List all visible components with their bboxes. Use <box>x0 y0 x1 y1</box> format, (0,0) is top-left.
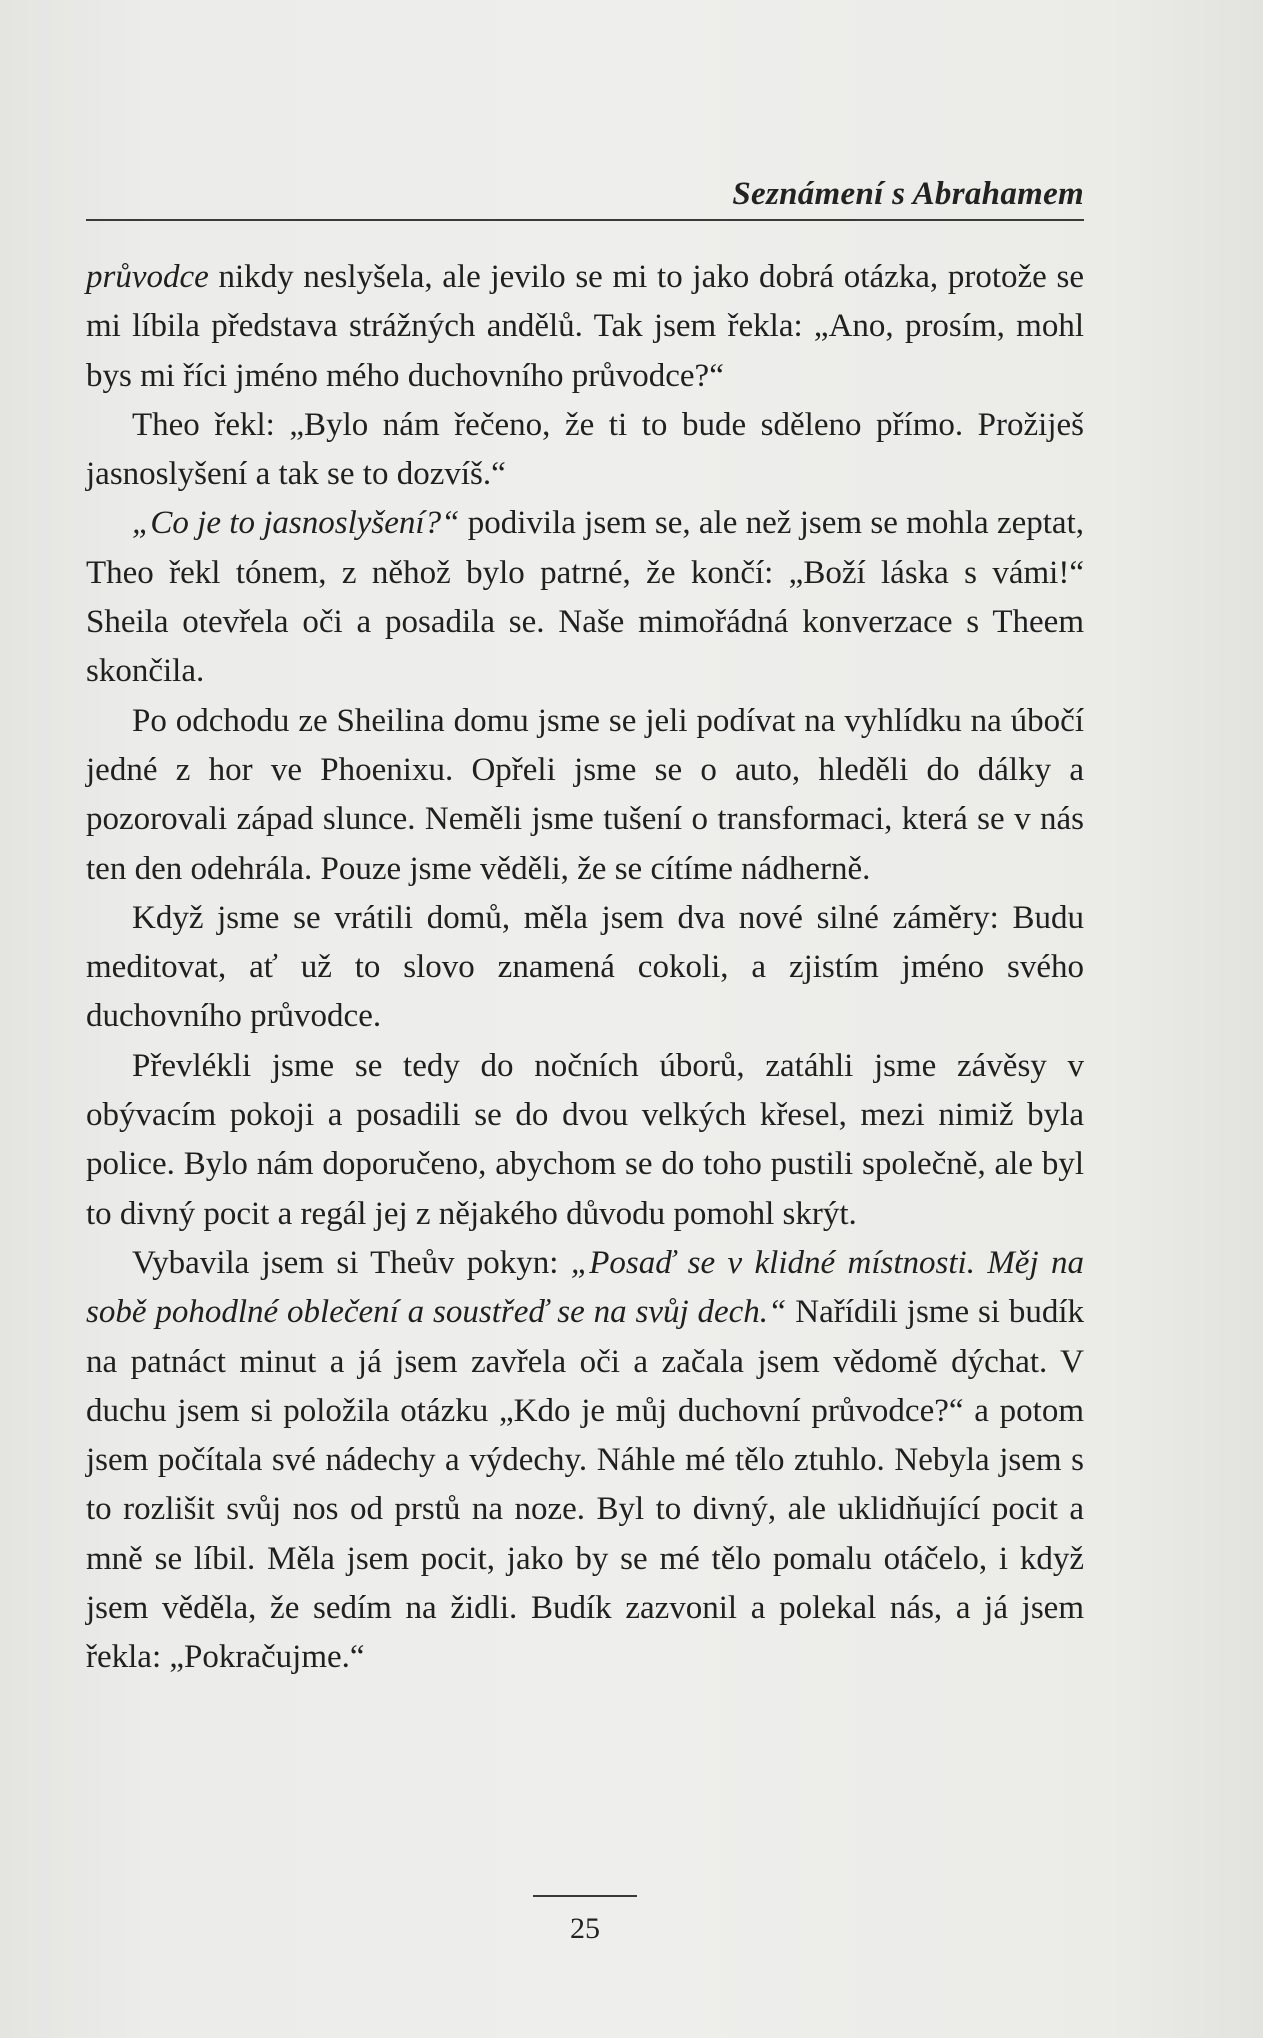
text-run: Převlékli jsme se tedy do nočních úborů, zatáhli jsme závěsy v obývacím pokoji a posadili se do dvou velkých křesel, mezi nimiž byla police. Bylo nám doporučeno, abychom se do toho pustili společně, ale byl to divný pocit a regál jej z nějakého důvodu pomohl skrýt. <box>86 1047 1084 1232</box>
header-rule <box>86 219 1084 221</box>
paragraph <box>86 499 1084 696</box>
text-run: Nařídili jsme si budík na patnáct minut a já jsem zavřela oči a začala jsem vědomě dýchat. V duchu jsem si položila otázku „Kdo je můj duchovní průvodce?“ a potom jsem počítala své nádechy a výdechy. Náhle mé tělo ztuhlo. Nebyla jsem s to rozlišit svůj nos od prstů na noze. Byl to divný, ale uklidňující pocit a mně se líbil. Měla jsem pocit, jako by se mé tělo pomalu otáčelo, i když jsem věděla, že sedím na židli. Budík zazvonil a polekal nás, a já jsem řekla: „Pokračujme.“ <box>86 1294 1085 1676</box>
paragraph <box>86 1239 1084 1683</box>
italic-run: „Co je to jasnoslyšení?“ <box>132 505 460 542</box>
text-run: nikdy neslyšela, ale jevilo se mi to jako dobrá otázka, protože se mi líbila představa strážných andělů. Tak jsem řekla: „Ano, prosím, mohl bys mi říci jméno mého duchovního průvodce?“ <box>86 259 1084 394</box>
page-number: 25 <box>570 1912 600 1945</box>
body-text <box>86 253 1084 1683</box>
paragraph <box>86 401 1084 500</box>
italic-run: „Posaď se v klidné místnosti. Měj na sobě pohodlné oblečení a soustřeď se na svůj dech.“ <box>86 1244 1084 1331</box>
paragraph <box>86 894 1084 1042</box>
italic-run: průvodce <box>86 259 209 295</box>
paragraph <box>86 253 1084 401</box>
paragraph <box>86 1042 1084 1239</box>
text-run: Po odchodu ze Sheilina domu jsme se jeli podívat na vyhlídku na úbočí jedné z hor ve Phoenixu. Opřeli jsme se o auto, hleděli do dálky a pozorovali západ slunce. Neměli jsme tušení o transformaci, která se v nás ten den odehrála. Pouze jsme věděli, že se cítíme nádherně. <box>86 702 1084 887</box>
footer-rule <box>533 1895 637 1897</box>
text-run: Theo řekl: „Bylo nám řečeno, že ti to bude sděleno přímo. Prožiješ jasnoslyšení a tak se to dozvíš.“ <box>86 406 1084 493</box>
text-run: Vybavila jsem si Theův pokyn: <box>132 1244 571 1281</box>
text-run: Když jsme se vrátili domů, měla jsem dva nové silné záměry: Budu meditovat, ať už to slovo znamená cokoli, a zjistím jméno svého duchovního průvodce. <box>86 899 1084 1035</box>
text-run: podivila jsem se, ale než jsem se mohla zeptat, Theo řekl tónem, z něhož bylo patrné, že končí: „Boží láska s vámi!“ Sheila otevřela oči a posadila se. Naše mimořádná konverzace s Theem skončila. <box>86 505 1084 690</box>
running-title: Seznámení s Abrahamem <box>732 176 1084 212</box>
paragraph <box>86 697 1084 894</box>
